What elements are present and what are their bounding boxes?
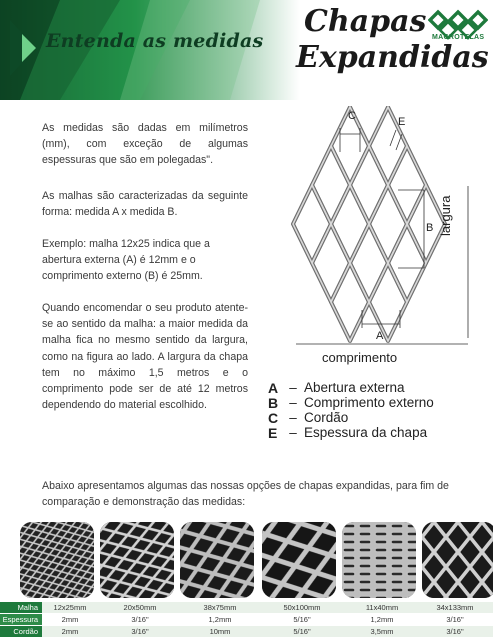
label-comprimento: comprimento bbox=[322, 350, 398, 365]
table-cell: 3,5mm bbox=[370, 627, 394, 636]
table-cell: 10mm bbox=[209, 627, 231, 636]
mesh-sample-image bbox=[342, 522, 416, 598]
samples-intro: Abaixo apresentamos algumas das nossas opções de chapas expandidas, para fim de comparação e demonstração das medidas: bbox=[42, 480, 449, 508]
mesh-strand bbox=[388, 224, 426, 302]
mesh-strand-highlight bbox=[312, 146, 350, 224]
sample-50x100 bbox=[262, 522, 336, 598]
label-b: B bbox=[426, 222, 434, 234]
paragraph-units: As medidas são dadas em milímetros (mm), com exceção de algumas espessuras que são em polegadas". bbox=[42, 122, 248, 167]
label-a: A bbox=[376, 330, 384, 342]
mesh-strand-highlight bbox=[312, 224, 350, 302]
mesh-illustration bbox=[278, 106, 488, 366]
mesh-strand bbox=[312, 224, 350, 302]
mesh-strand bbox=[388, 146, 426, 224]
mesh-strand-highlight bbox=[293, 185, 331, 263]
table-cell: 5/16" bbox=[293, 615, 311, 624]
table-cell: 3/16" bbox=[131, 627, 149, 636]
mesh-strand bbox=[369, 263, 407, 341]
legend-row-e: E – Espessura da chapa bbox=[268, 424, 428, 441]
header-banner bbox=[0, 0, 300, 100]
table-cell: 2mm bbox=[61, 627, 79, 636]
mesh-sample-image bbox=[262, 522, 336, 598]
table-cell: 38x75mm bbox=[203, 603, 237, 612]
mesh-sample-image bbox=[100, 522, 174, 598]
mesh-strand bbox=[312, 146, 350, 224]
macrotelas-logo-icon bbox=[428, 8, 488, 48]
mesh-strand-highlight bbox=[388, 224, 426, 302]
mesh-sample-image bbox=[20, 522, 94, 598]
table-cell: 12x25mm bbox=[53, 603, 87, 612]
legend-row-a: A – Abertura externa bbox=[268, 379, 405, 396]
spec-table bbox=[0, 600, 493, 640]
paragraph-orientation: Quando encomendar o seu produto atente-se ao sentido da malha: a maior medida da malha fica no mesmo sentido da largura, como na figura ao lado. A largura da chapa tem no máximo 1,5 metros e o comprimento pode ser de até 12 metros dependendo do material escolhido. bbox=[42, 302, 248, 412]
sample-12x25 bbox=[20, 522, 94, 598]
title-line-2: Expandidas bbox=[296, 40, 489, 75]
table-row-cordao bbox=[0, 626, 493, 637]
title-line-1: Chapas bbox=[304, 4, 427, 39]
mesh-strand bbox=[331, 263, 369, 341]
row-header: Malha bbox=[0, 602, 42, 613]
mesh-strand bbox=[350, 146, 388, 224]
row-header: Espessura bbox=[0, 614, 42, 625]
mesh-strand bbox=[293, 185, 331, 263]
legend-row-c: C – Cordão bbox=[268, 409, 349, 426]
brand-name: MACROTELAS bbox=[432, 34, 485, 41]
legend-row-b: B – Comprimento externo bbox=[268, 394, 434, 411]
table-row-malha bbox=[0, 602, 493, 613]
mesh-strand bbox=[350, 224, 388, 302]
banner-text: Entenda as medidas bbox=[46, 30, 264, 52]
table-cell: 1,2mm bbox=[370, 615, 394, 624]
mesh-strand-highlight bbox=[369, 263, 407, 341]
table-cell: 2mm bbox=[61, 615, 79, 624]
mesh-strand-highlight bbox=[388, 146, 426, 224]
mesh-sample-image bbox=[180, 522, 254, 598]
row-header: Cordão bbox=[0, 626, 42, 637]
sample-11x40 bbox=[342, 522, 416, 598]
paragraph-mesh-format: As malhas são caracterizadas da seguinte forma: medida A x medida B. bbox=[42, 190, 248, 219]
table-cell: 3/16" bbox=[446, 627, 464, 636]
sample-38x75 bbox=[180, 522, 254, 598]
mesh-strand-highlight bbox=[350, 146, 388, 224]
sample-34x133 bbox=[422, 522, 493, 598]
table-cell: 34x133mm bbox=[436, 603, 474, 612]
sample-20x50 bbox=[100, 522, 174, 598]
mesh-strand bbox=[369, 185, 407, 263]
table-cell: 11x40mm bbox=[365, 603, 399, 612]
table-cell: 1,2mm bbox=[208, 615, 232, 624]
mesh-strand-highlight bbox=[331, 185, 369, 263]
table-cell: 3/16" bbox=[131, 615, 149, 624]
table-row-espessura bbox=[0, 614, 493, 625]
label-e: E bbox=[398, 116, 406, 128]
table-cell: 50x100mm bbox=[283, 603, 321, 612]
mesh-strand-highlight bbox=[350, 224, 388, 302]
legend bbox=[268, 380, 488, 440]
header bbox=[0, 0, 493, 100]
label-c: C bbox=[348, 110, 356, 122]
mesh-strand-highlight bbox=[369, 185, 407, 263]
mesh-sample-image bbox=[422, 522, 493, 598]
mesh-diagram bbox=[278, 106, 488, 366]
label-largura: largura bbox=[438, 195, 453, 236]
mesh-strand-highlight bbox=[331, 263, 369, 341]
paragraph-example: Exemplo: malha 12x25 indica que a abertura externa (A) é 12mm e o comprimento externo (B) é 25mm. bbox=[42, 238, 210, 283]
mesh-samples bbox=[20, 522, 493, 600]
table-cell: 20x50mm bbox=[123, 603, 157, 612]
table-cell: 5/16" bbox=[293, 627, 311, 636]
mesh-strand bbox=[331, 185, 369, 263]
table-cell: 3/16" bbox=[446, 615, 464, 624]
